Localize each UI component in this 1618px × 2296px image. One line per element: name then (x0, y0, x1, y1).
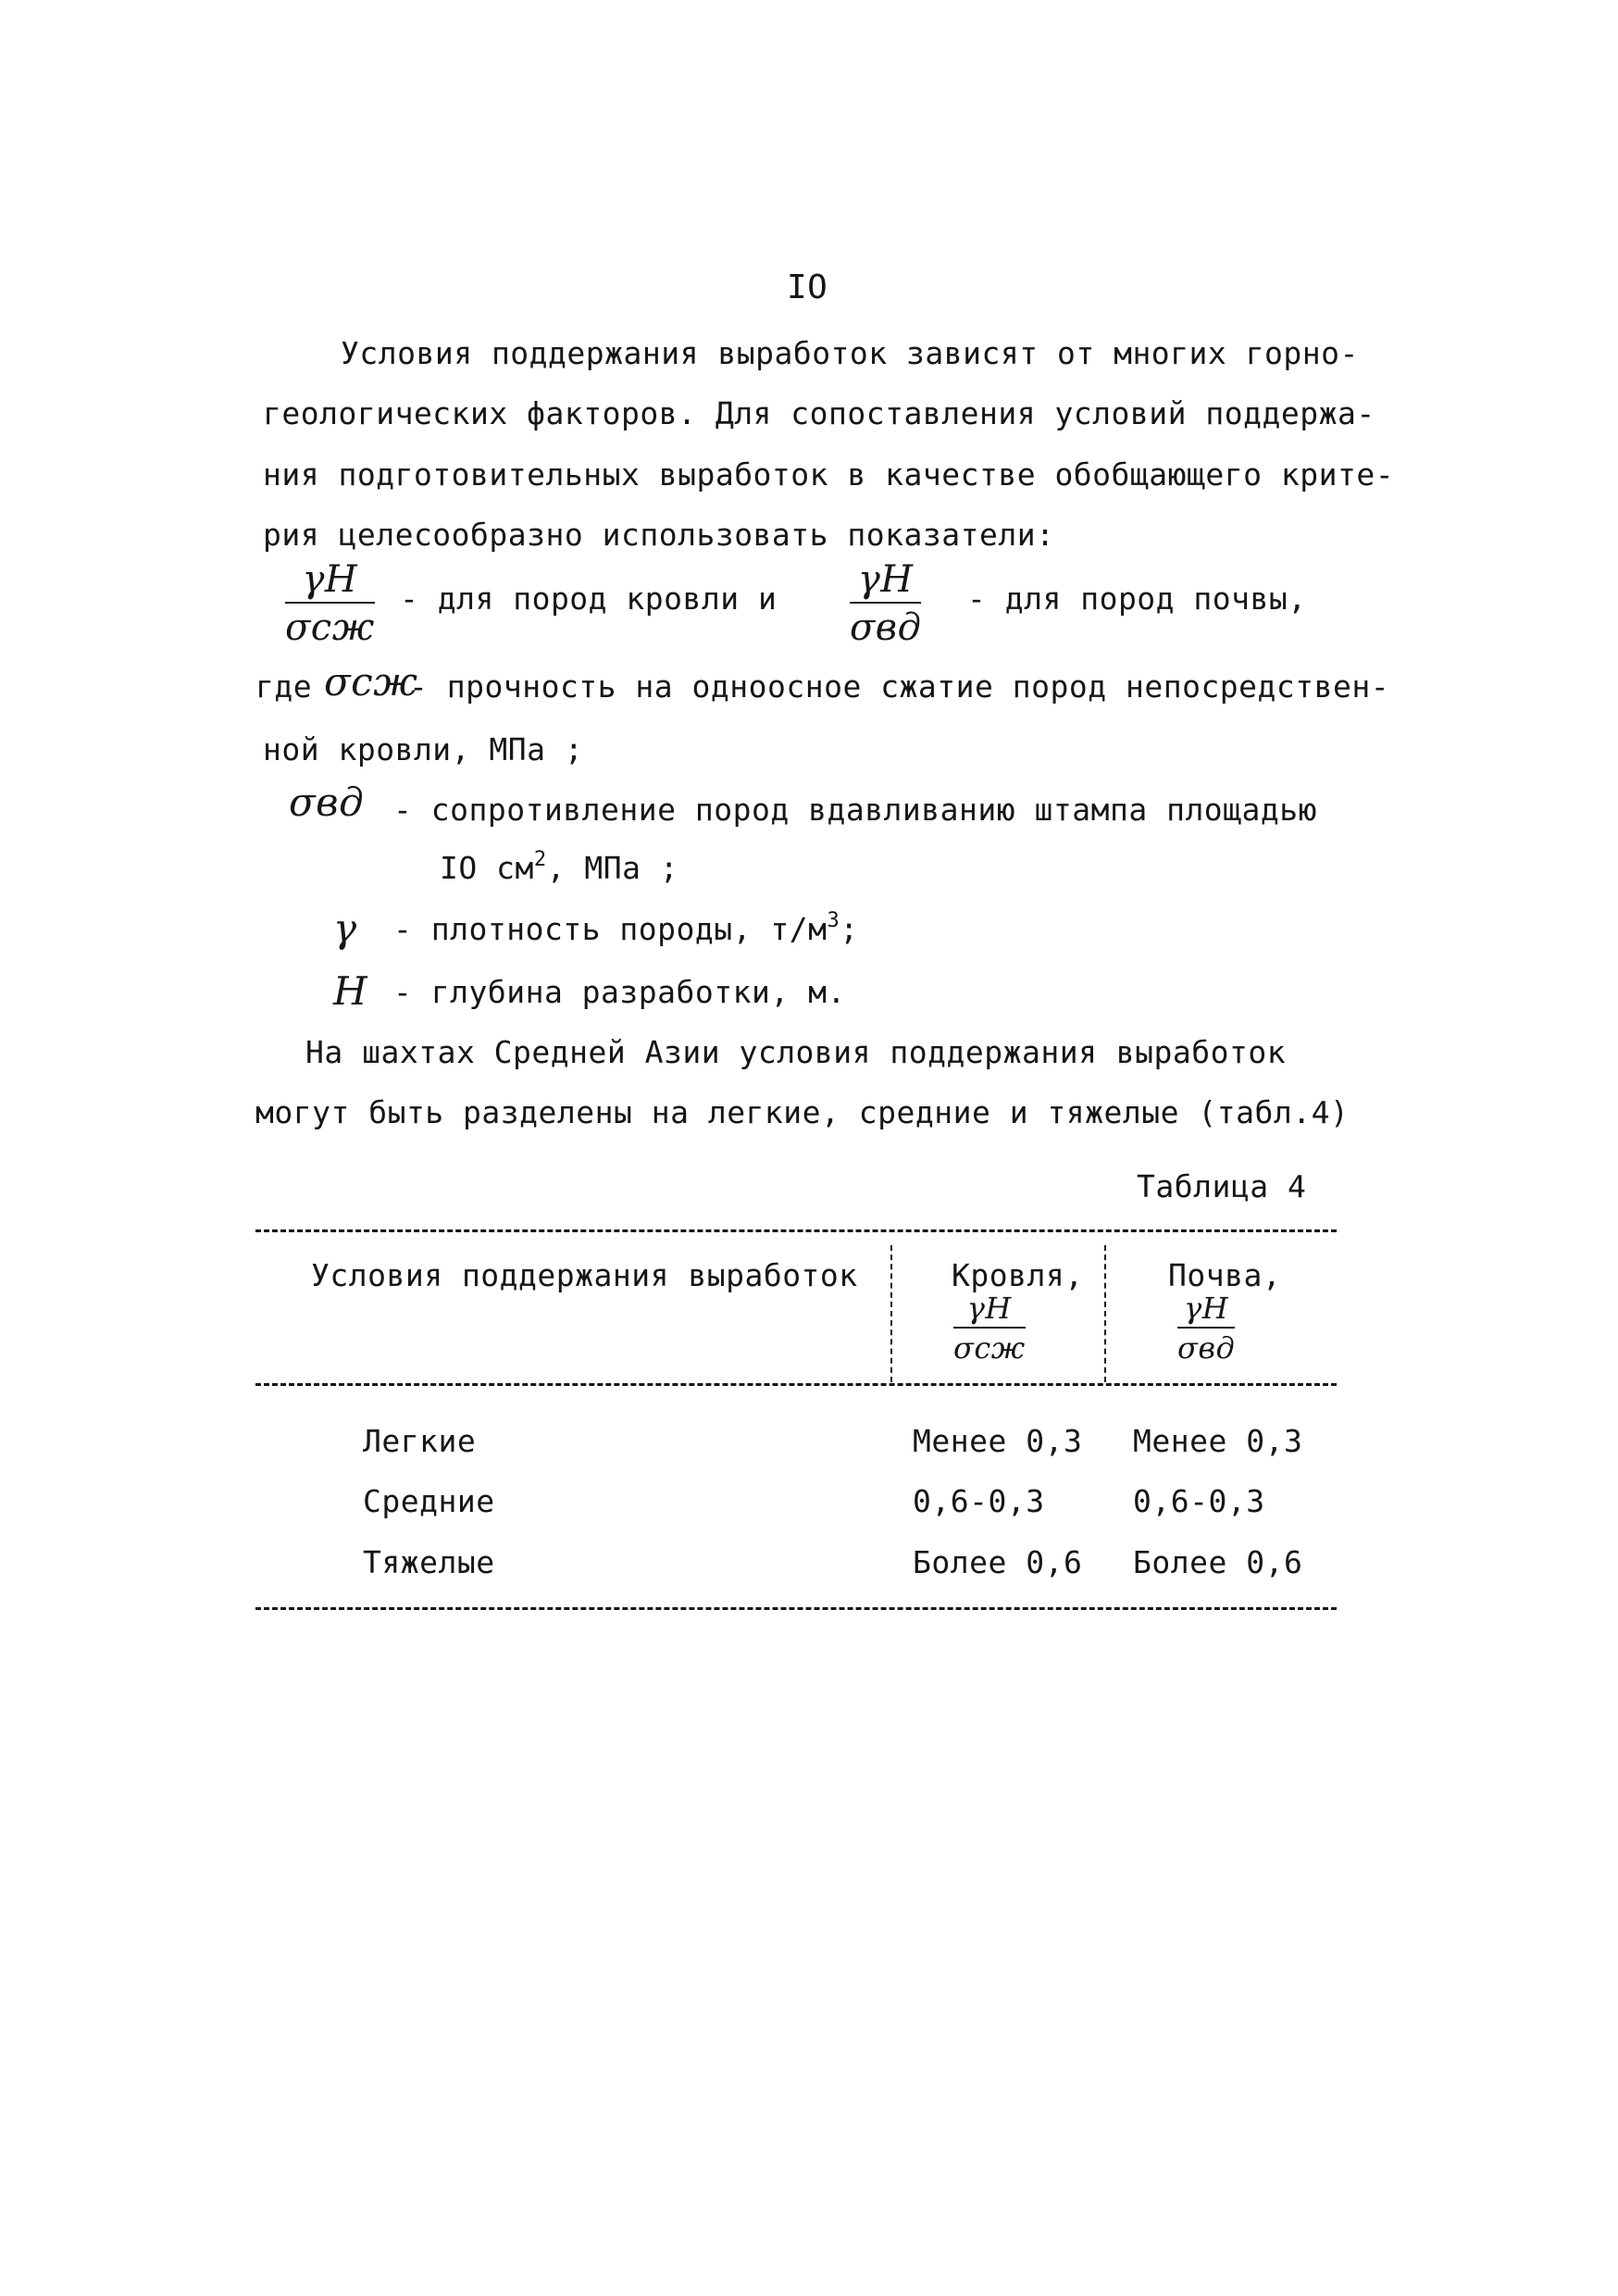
roof-fraction-label: - для пород кровли и (400, 580, 778, 617)
row-roof-value: 0,6-0,3 (913, 1483, 1045, 1519)
row-floor-value: Более 0,6 (1133, 1544, 1303, 1580)
sigma-c-symbol: σсж (324, 659, 418, 705)
roof-fraction-numerator: γH (285, 559, 375, 604)
page-number: IO (787, 268, 828, 306)
sigma-v-area-exponent: 2 (533, 848, 547, 871)
intro-line-4: рия целесообразно использовать показатели: (263, 517, 1055, 553)
sigma-v-definition: - сопротивление пород вдавливанию штампа площадью (393, 792, 1318, 828)
row-roof-value: Менее 0,3 (913, 1423, 1083, 1459)
row-condition: Тяжелые (363, 1544, 495, 1580)
gamma-symbol: γ (333, 905, 357, 951)
row-floor-value: Менее 0,3 (1133, 1423, 1303, 1459)
header-floor-fraction (1177, 1292, 1235, 1365)
header-roof-denominator: σсж (953, 1330, 1026, 1366)
sigma-c-definition: - прочность на одноосное сжатие пород непосредствен- (409, 668, 1390, 705)
gamma-definition-tail: ; (840, 911, 859, 947)
gamma-definition-exponent: 3 (827, 909, 840, 932)
table-top-rule (255, 1229, 1337, 1232)
table-bottom-rule (255, 1607, 1337, 1610)
intro-line-1: Условия поддержания выработок зависят от многих горно- (341, 335, 1359, 371)
row-floor-value: 0,6-0,3 (1133, 1483, 1265, 1519)
header-floor-numerator: γH (1177, 1292, 1235, 1329)
table-caption: Таблица 4 (1137, 1168, 1307, 1204)
header-divider-2 (1104, 1245, 1106, 1382)
header-roof-numerator: γH (953, 1292, 1026, 1329)
where-word: где (255, 668, 313, 705)
row-condition: Средние (363, 1483, 495, 1519)
header-divider-1 (890, 1245, 892, 1382)
header-roof-fraction (953, 1292, 1026, 1365)
floor-fraction (850, 559, 921, 648)
summary-line-2: могут быть разделены на легкие, средние и тяжелые (табл.4) (255, 1094, 1350, 1130)
row-roof-value: Более 0,6 (913, 1544, 1083, 1580)
floor-fraction-denominator: σвд (850, 606, 922, 649)
gamma-definition-text: - плотность породы, т/м (393, 911, 828, 947)
depth-definition: - глубина разработки, м. (393, 974, 846, 1010)
sigma-v-area (440, 850, 678, 886)
summary-line-1: На шахтах Средней Азии условия поддержания выработок (305, 1034, 1287, 1070)
floor-fraction-numerator: γH (850, 559, 921, 604)
roof-fraction-denominator: σсж (285, 606, 375, 649)
sigma-v-area-unit: , МПа ; (546, 850, 679, 886)
floor-fraction-label: - для пород почвы, (967, 580, 1307, 617)
sigma-c-definition-cont: ной кровли, МПа ; (263, 731, 584, 767)
intro-line-3: ния подготовительных выработок в качестве обобщающего крите- (263, 456, 1395, 493)
roof-fraction (285, 559, 375, 648)
header-floor: Почва, (1168, 1257, 1282, 1293)
header-roof: Кровля, (952, 1257, 1084, 1293)
intro-line-2: геологических факторов. Для сопоставления условий поддержа- (263, 395, 1375, 431)
row-condition: Легкие (363, 1423, 477, 1459)
table-header-rule (255, 1383, 1337, 1386)
header-conditions: Условия поддержания выработок (311, 1257, 858, 1293)
sigma-v-area-value: IO см (440, 850, 534, 886)
header-floor-denominator: σвд (1177, 1330, 1236, 1366)
gamma-definition (393, 911, 859, 947)
depth-symbol: H (333, 968, 368, 1014)
sigma-v-symbol: σвд (289, 780, 365, 825)
